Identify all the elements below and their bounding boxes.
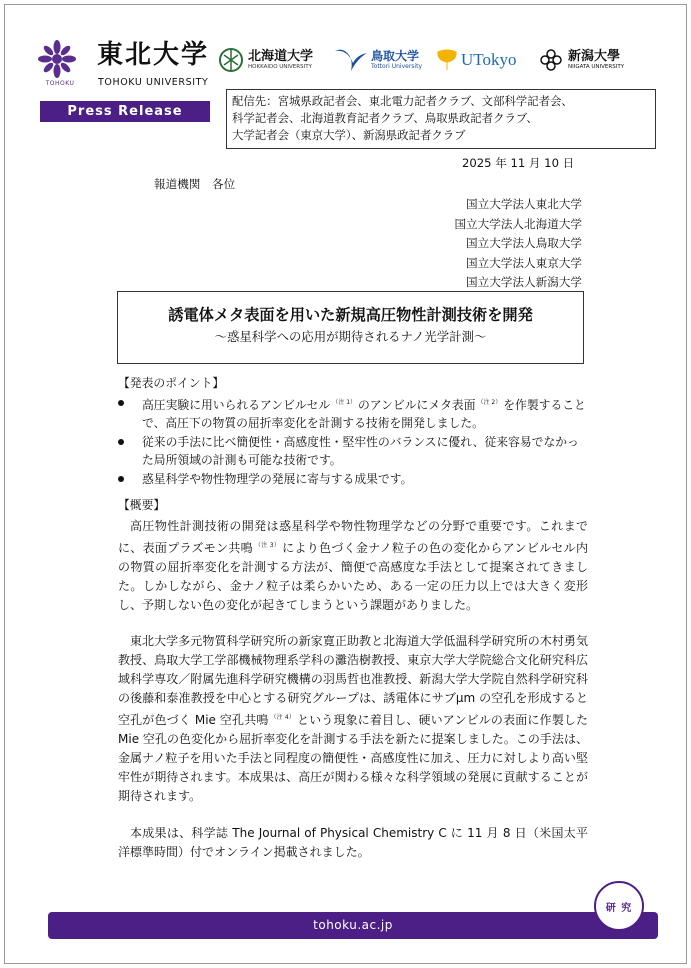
list-item: 高圧実験に用いられるアンビルセル $^{(注 1)}$ のアンビルにメタ表面 $^{(注 2)}$ を作製することで、高圧下の物質の屈折率変化を計測する技術を開発しました。 bbox=[118, 394, 588, 432]
niigata-emblem-icon bbox=[538, 47, 564, 73]
niigata-name-en: NIIGATA UNIVERSITY bbox=[568, 64, 625, 70]
overview-paragraph-1: 高圧物性計測技術の開発は惑星科学や物性物理学などの分野で重要です。これまでに、表面プラズモン共鳴 $^{(注 3)}$ により色づく金ナノ粒子の色の変化からアンビルセル内の物質の屈折率変化を計測する方法が、簡便で高感度な手法として提案されてきました。しかしながら、金ナノ粒子は柔らかいため、ある一定の圧力以上では大きく変形し、予期しない色の変化が起きてしまうという課題がありました。 bbox=[118, 519, 588, 612]
page-subtitle: ～惑星科学への応用が期待されるナノ光学計測～ bbox=[214, 329, 487, 344]
tohoku-emblem-icon bbox=[36, 38, 78, 80]
issuer-list bbox=[454, 195, 582, 293]
tottori-logo bbox=[333, 42, 422, 78]
research-badge: 研 究 bbox=[594, 881, 644, 931]
overview-heading: 【概要】 bbox=[118, 498, 166, 512]
utokyo-name: UTokyo bbox=[461, 50, 517, 69]
ginkgo-leaf-icon bbox=[436, 48, 458, 72]
footer-url[interactable]: tohoku.ac.jp bbox=[313, 918, 393, 932]
bullet-icon bbox=[118, 439, 124, 445]
issuer: 国立大学法人東北大学 bbox=[466, 197, 582, 211]
overview-paragraph-2: 東北大学多元物質科学研究所の新家寛正助教と北海道大学低温科学研究所の木村勇気教授、鳥取大学工学部機械物理系学科の灘浩樹教授、東京大学大学院総合文化研究科広域科学専攻／附属先進科学研究機構の羽馬哲也准教授、新潟大学大学院自然科学研究科の後藤和泰准教授を中心とする研究グループは、誘電体にサブμm の空孔を形成すると空孔が色づく Mie 空孔共鳴 $^{(注 4)}$ という現象に着目し、硬いアンビルの表面に作製した Mie 空孔の色変化から屈折率変化を計測する手法を新たに提案しました。この手法は、金属ナノ粒子を用いた手法と同程度の簡便性・高感度性に加え、圧力に対しより高い堅牢性が期待されます。本成果は、高圧が関わる様々な科学領域の発展に貢献することが期待されます。 bbox=[118, 634, 588, 803]
hokkaido-emblem-icon bbox=[218, 45, 244, 75]
niigata-name-jp: 新潟大學 bbox=[568, 49, 621, 64]
hokkaido-logo bbox=[218, 42, 313, 78]
overview-paragraph-3: 本成果は、科学誌 The Journal of Physical Chemistry C に 11 月 8 日（米国太平洋標準時間）付でオンライン掲載されました。 bbox=[118, 826, 588, 859]
issuer: 国立大学法人北海道大学 bbox=[454, 216, 582, 231]
hokkaido-name-jp: 北海道大学 bbox=[248, 49, 314, 64]
list-item: 惑星科学や物性物理学の発展に寄与する成果です。 bbox=[118, 470, 588, 488]
title-box bbox=[117, 291, 584, 364]
tottori-name-jp: 鳥取大学 bbox=[371, 49, 420, 63]
tohoku-logo-jp: 東北大学 bbox=[97, 40, 210, 70]
hokkaido-name-en: HOKKAIDO UNIVERSITY bbox=[248, 64, 312, 70]
niigata-logo bbox=[538, 42, 624, 78]
tohoku-logo-en: TOHOKU UNIVERSITY bbox=[98, 77, 209, 88]
list-item: 従来の手法に比べ簡便性・高感度性・堅牢性のバランスに優れ、従来容易でなかった局所領域の計測も可能な技術です。 bbox=[118, 433, 588, 469]
press-release-badge: Press Release bbox=[40, 101, 210, 122]
issuer: 国立大学法人東京大学 bbox=[466, 255, 582, 270]
issuer: 国立大学法人新潟大学 bbox=[466, 275, 582, 289]
utokyo-logo bbox=[436, 42, 516, 78]
bullet-icon bbox=[118, 476, 124, 482]
tottori-bird-icon bbox=[333, 45, 369, 75]
points-heading: 【発表のポイント】 bbox=[118, 376, 225, 390]
issuer: 国立大学法人鳥取大学 bbox=[466, 236, 582, 250]
release-date: 2025 年 11 月 10 日 bbox=[462, 156, 575, 170]
recipients: 報道機関 各位 bbox=[154, 177, 236, 191]
tohoku-emblem-caption: TOHOKU bbox=[45, 80, 75, 87]
distribution-list: 配信先：宮城県政記者会、東北電力記者クラブ、文部科学記者会、 科学記者会、北海道教育記者クラブ、鳥取県政記者クラブ、 大学記者会（東京大学）、新潟県政記者クラブ bbox=[226, 89, 656, 149]
points-list bbox=[118, 394, 588, 489]
bullet-icon bbox=[118, 400, 124, 406]
tottori-name-en: Tottori University bbox=[371, 63, 422, 70]
page-title: 誘電体メタ表面を用いた新規高圧物性計測技術を開発 bbox=[168, 306, 533, 324]
footer-bar bbox=[48, 912, 658, 939]
